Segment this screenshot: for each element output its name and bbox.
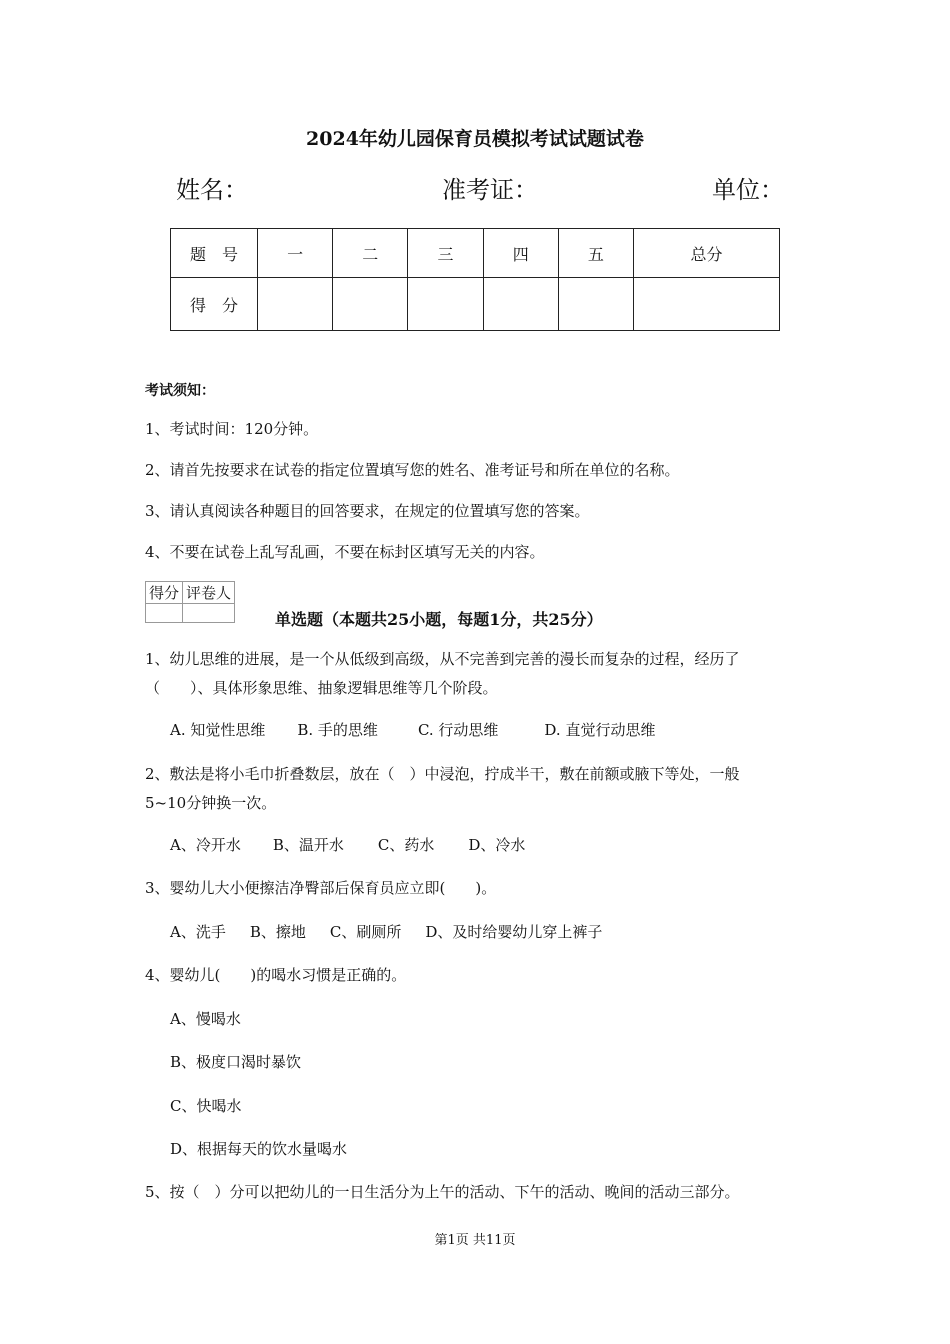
note-item: 2、请首先按要求在试卷的指定位置填写您的姓名、准考证号和所在单位的名称。 <box>145 461 680 479</box>
question-2-text: 2、敷法是将小毛巾折叠数层，放在（ ）中浸泡，拧成半干，敷在前额或腋下等处，一般 <box>145 765 740 783</box>
grader-score-label: 得分 <box>146 582 183 604</box>
unit-label: 单位： <box>712 176 784 204</box>
option-a[interactable]: A. 知觉性思维 <box>170 721 266 739</box>
score-entry-cell[interactable] <box>634 278 780 331</box>
score-row-label: 得 分 <box>171 278 258 331</box>
option-d[interactable]: D、及时给婴幼儿穿上裤子 <box>425 923 603 941</box>
question-1-text: 1、幼儿思维的进展，是一个从低级到高级，从不完善到完善的漫长而复杂的过程，经历了 <box>145 650 740 668</box>
page-title: 2024年幼儿园保育员模拟考试试题试卷 <box>306 128 644 150</box>
option-c[interactable]: C. 行动思维 <box>417 721 499 739</box>
score-header-cell: 题 号 <box>171 229 258 278</box>
option-c[interactable]: C、药水 <box>377 836 435 854</box>
score-entry-cell[interactable] <box>483 278 558 331</box>
score-entry-cell[interactable] <box>333 278 408 331</box>
grader-reviewer-cell[interactable] <box>183 604 235 623</box>
question-3-options <box>170 921 602 942</box>
question-5-text: 5、按（ ）分可以把幼儿的一日生活分为上午的活动、下午的活动、晚间的活动三部分。 <box>145 1183 740 1201</box>
score-table-score-row <box>171 278 780 331</box>
option-a[interactable]: A、冷开水 <box>170 836 241 854</box>
question-4-text: 4、婴幼儿( )的喝水习惯是正确的。 <box>145 966 407 984</box>
question-1-options <box>170 719 655 740</box>
note-item: 1、考试时间：120分钟。 <box>145 420 319 438</box>
section-title: 单选题（本题共25小题，每题1分，共25分） <box>275 610 603 629</box>
ticket-number-label: 准考证： <box>442 176 538 204</box>
grader-reviewer-label: 评卷人 <box>183 582 235 604</box>
option-b[interactable]: B、温开水 <box>272 836 344 854</box>
option-d[interactable]: D、根据每天的饮水量喝水 <box>170 1140 348 1158</box>
option-b[interactable]: B、极度口渴时暴饮 <box>170 1053 302 1071</box>
option-b[interactable]: B、擦地 <box>249 923 306 941</box>
question-1-text-cont: （ ）、具体形象思维、抽象逻辑思维等几个阶段。 <box>145 679 498 697</box>
score-header-cell: 三 <box>408 229 483 278</box>
grader-score-cell[interactable] <box>146 604 183 623</box>
option-d[interactable]: D、冷水 <box>468 836 526 854</box>
score-entry-cell[interactable] <box>558 278 633 331</box>
option-c[interactable]: C、快喝水 <box>170 1097 242 1115</box>
page-footer: 第1页 共11页 <box>434 1233 516 1248</box>
option-d[interactable]: D. 直觉行动思维 <box>544 721 656 739</box>
score-header-cell: 四 <box>483 229 558 278</box>
grader-box <box>145 581 235 623</box>
option-a[interactable]: A、慢喝水 <box>170 1010 241 1028</box>
option-c[interactable]: C、刷厕所 <box>329 923 402 941</box>
option-a[interactable]: A、洗手 <box>170 923 226 941</box>
question-2-text-cont: 5~10分钟换一次。 <box>145 794 277 812</box>
score-header-cell: 总分 <box>634 229 780 278</box>
score-table-header-row <box>171 229 780 278</box>
note-item: 3、请认真阅读各种题目的回答要求，在规定的位置填写您的答案。 <box>145 502 590 520</box>
score-entry-cell[interactable] <box>258 278 333 331</box>
option-b[interactable]: B. 手的思维 <box>297 721 378 739</box>
question-3-text: 3、婴幼儿大小便擦洁净臀部后保育员应立即( )。 <box>145 879 497 897</box>
score-header-cell: 一 <box>258 229 333 278</box>
score-entry-cell[interactable] <box>408 278 483 331</box>
notes-heading: 考试须知： <box>145 383 215 399</box>
score-header-cell: 二 <box>333 229 408 278</box>
score-header-cell: 五 <box>558 229 633 278</box>
name-label: 姓名： <box>176 176 248 204</box>
question-2-options <box>170 834 525 855</box>
note-item: 4、不要在试卷上乱写乱画，不要在标封区填写无关的内容。 <box>145 543 545 561</box>
score-table <box>170 228 780 331</box>
